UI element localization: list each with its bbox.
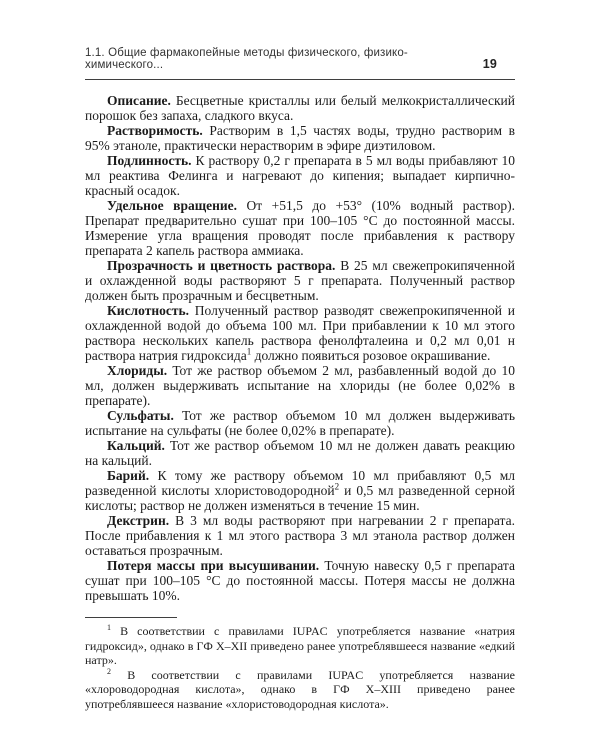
article-text: В 25 мл свежепрокипяченной и охлажденной воды растворяют 5 г препарата. Полученный раствор должен быть прозрачным и бесцветным. [85, 258, 515, 303]
article-paragraph-identity [85, 153, 515, 198]
article-term: Потеря массы при высушивании. [107, 558, 320, 573]
article-paragraph-description [85, 93, 515, 123]
footnote-ref-1: 1 [246, 346, 252, 357]
footnotes-section [85, 617, 515, 712]
article-term: Подлинность. [107, 153, 192, 168]
footnote-1 [85, 624, 515, 668]
article-paragraph-loss-on-drying [85, 558, 515, 603]
footnote-marker-1: 1 [107, 623, 111, 632]
article-paragraph-barium [85, 468, 515, 513]
article-term: Барий. [107, 468, 150, 483]
article-text: Тот же раствор объемом 10 мл должен выдерживать испытание на сульфаты (не более 0,02% в препарате). [85, 408, 515, 438]
article-text: К тому же раствору объемом 10 мл прибавляют 0,5 мл разведенной кислоты хлористоводородной [85, 468, 515, 498]
article-text: должно появиться розовое окрашивание. [251, 348, 491, 363]
article-paragraph-sulfates [85, 408, 515, 438]
article-text: Полученный раствор разводят свежепрокипяченной и охлажденной водой до объема 100 мл. При прибавлении к 10 мл этого раствора нескольких капель раствора фенолфталеина и 0,2 мл 0,01 н раствора натрия гидроксида [85, 303, 515, 363]
footnote-marker-2: 2 [107, 666, 111, 676]
footnote-text: В соответствии с правилами IUPAC употребляется название «натрия гидроксид», однако в ГФ X–XII приведено ранее употреблявшееся название «едкий натр». [85, 624, 515, 668]
article-paragraph-clarity-color [85, 258, 515, 303]
article-text: и 0,5 мл разведенной серной кислоты; раствор не должен изменяться в течение 15 мин. [85, 483, 516, 513]
page-number: 19 [482, 57, 497, 71]
article-paragraph-acidity [85, 303, 515, 363]
article-term: Хлориды. [107, 363, 168, 378]
article-text: От +51,5 до +53° (10% водный раствор). Препарат предварительно сушат при 100–105 °С до постоянной массы. Измерение угла вращения проводят после прибавления к раствору препарата 2 капель раствора аммиака. [85, 198, 515, 258]
page-content [85, 47, 515, 712]
article-text: В 3 мл воды растворяют при нагревании 2 г препарата. После прибавления к 1 мл этого раствора 3 мл этанола раствор должен оставаться прозрачным. [85, 513, 515, 558]
article-text: Точную навеску 0,5 г препарата сушат при 100–105 °С до постоянной массы. Потеря массы не должна превышать 10%. [85, 558, 515, 603]
article-text: Тот же раствор объемом 2 мл, разбавленный водой до 10 мл, должен выдерживать испытание на хлориды (не более 0,02% в препарате). [85, 363, 515, 408]
article-term: Декстрин. [107, 513, 170, 528]
footnote-text: В соответствии с правилами IUPAC употребляется название «хлороводородная кислота», однако в ГФ X–XIII приведено ранее употреблявшееся название «хлористоводородная кислота». [85, 667, 515, 711]
article-text: Бесцветные кристаллы или белый мелкокристаллический порошок без запаха, сладкого вкуса. [85, 93, 515, 123]
footnote-separator [85, 617, 177, 618]
article-term: Растворимость. [107, 123, 203, 138]
article-term: Кислотность. [107, 303, 190, 318]
article-paragraph-specific-rotation [85, 198, 515, 258]
article-term: Описание. [107, 93, 171, 108]
article-term: Удельное вращение. [107, 198, 238, 213]
article-paragraph-calcium [85, 438, 515, 468]
article-text: Растворим в 1,5 частях воды, трудно растворим в 95% этаноле, практически нерастворим в эфире диэтиловом. [85, 123, 515, 153]
article-text: Тот же раствор объемом 10 мл не должен давать реакцию на кальций. [85, 438, 515, 468]
article-term: Кальций. [107, 438, 165, 453]
running-header-title: 1.1. Общие фармакопейные методы физического, физико-химического... [85, 47, 408, 71]
footnote-ref-2: 2 [334, 481, 340, 492]
article-paragraph-chlorides [85, 363, 515, 408]
article-term: Сульфаты. [107, 408, 174, 423]
article-term: Прозрачность и цветность раствора. [107, 258, 336, 273]
article-text: К раствору 0,2 г препарата в 5 мл воды прибавляют 10 мл реактива Фелинга и нагревают до кипения; выпадает кирпично-красный осадок. [85, 153, 515, 198]
article-paragraph-dextrin [85, 513, 515, 558]
running-header [85, 47, 515, 80]
footnote-2 [85, 668, 515, 712]
article-body [85, 93, 515, 712]
article-paragraph-solubility [85, 123, 515, 153]
